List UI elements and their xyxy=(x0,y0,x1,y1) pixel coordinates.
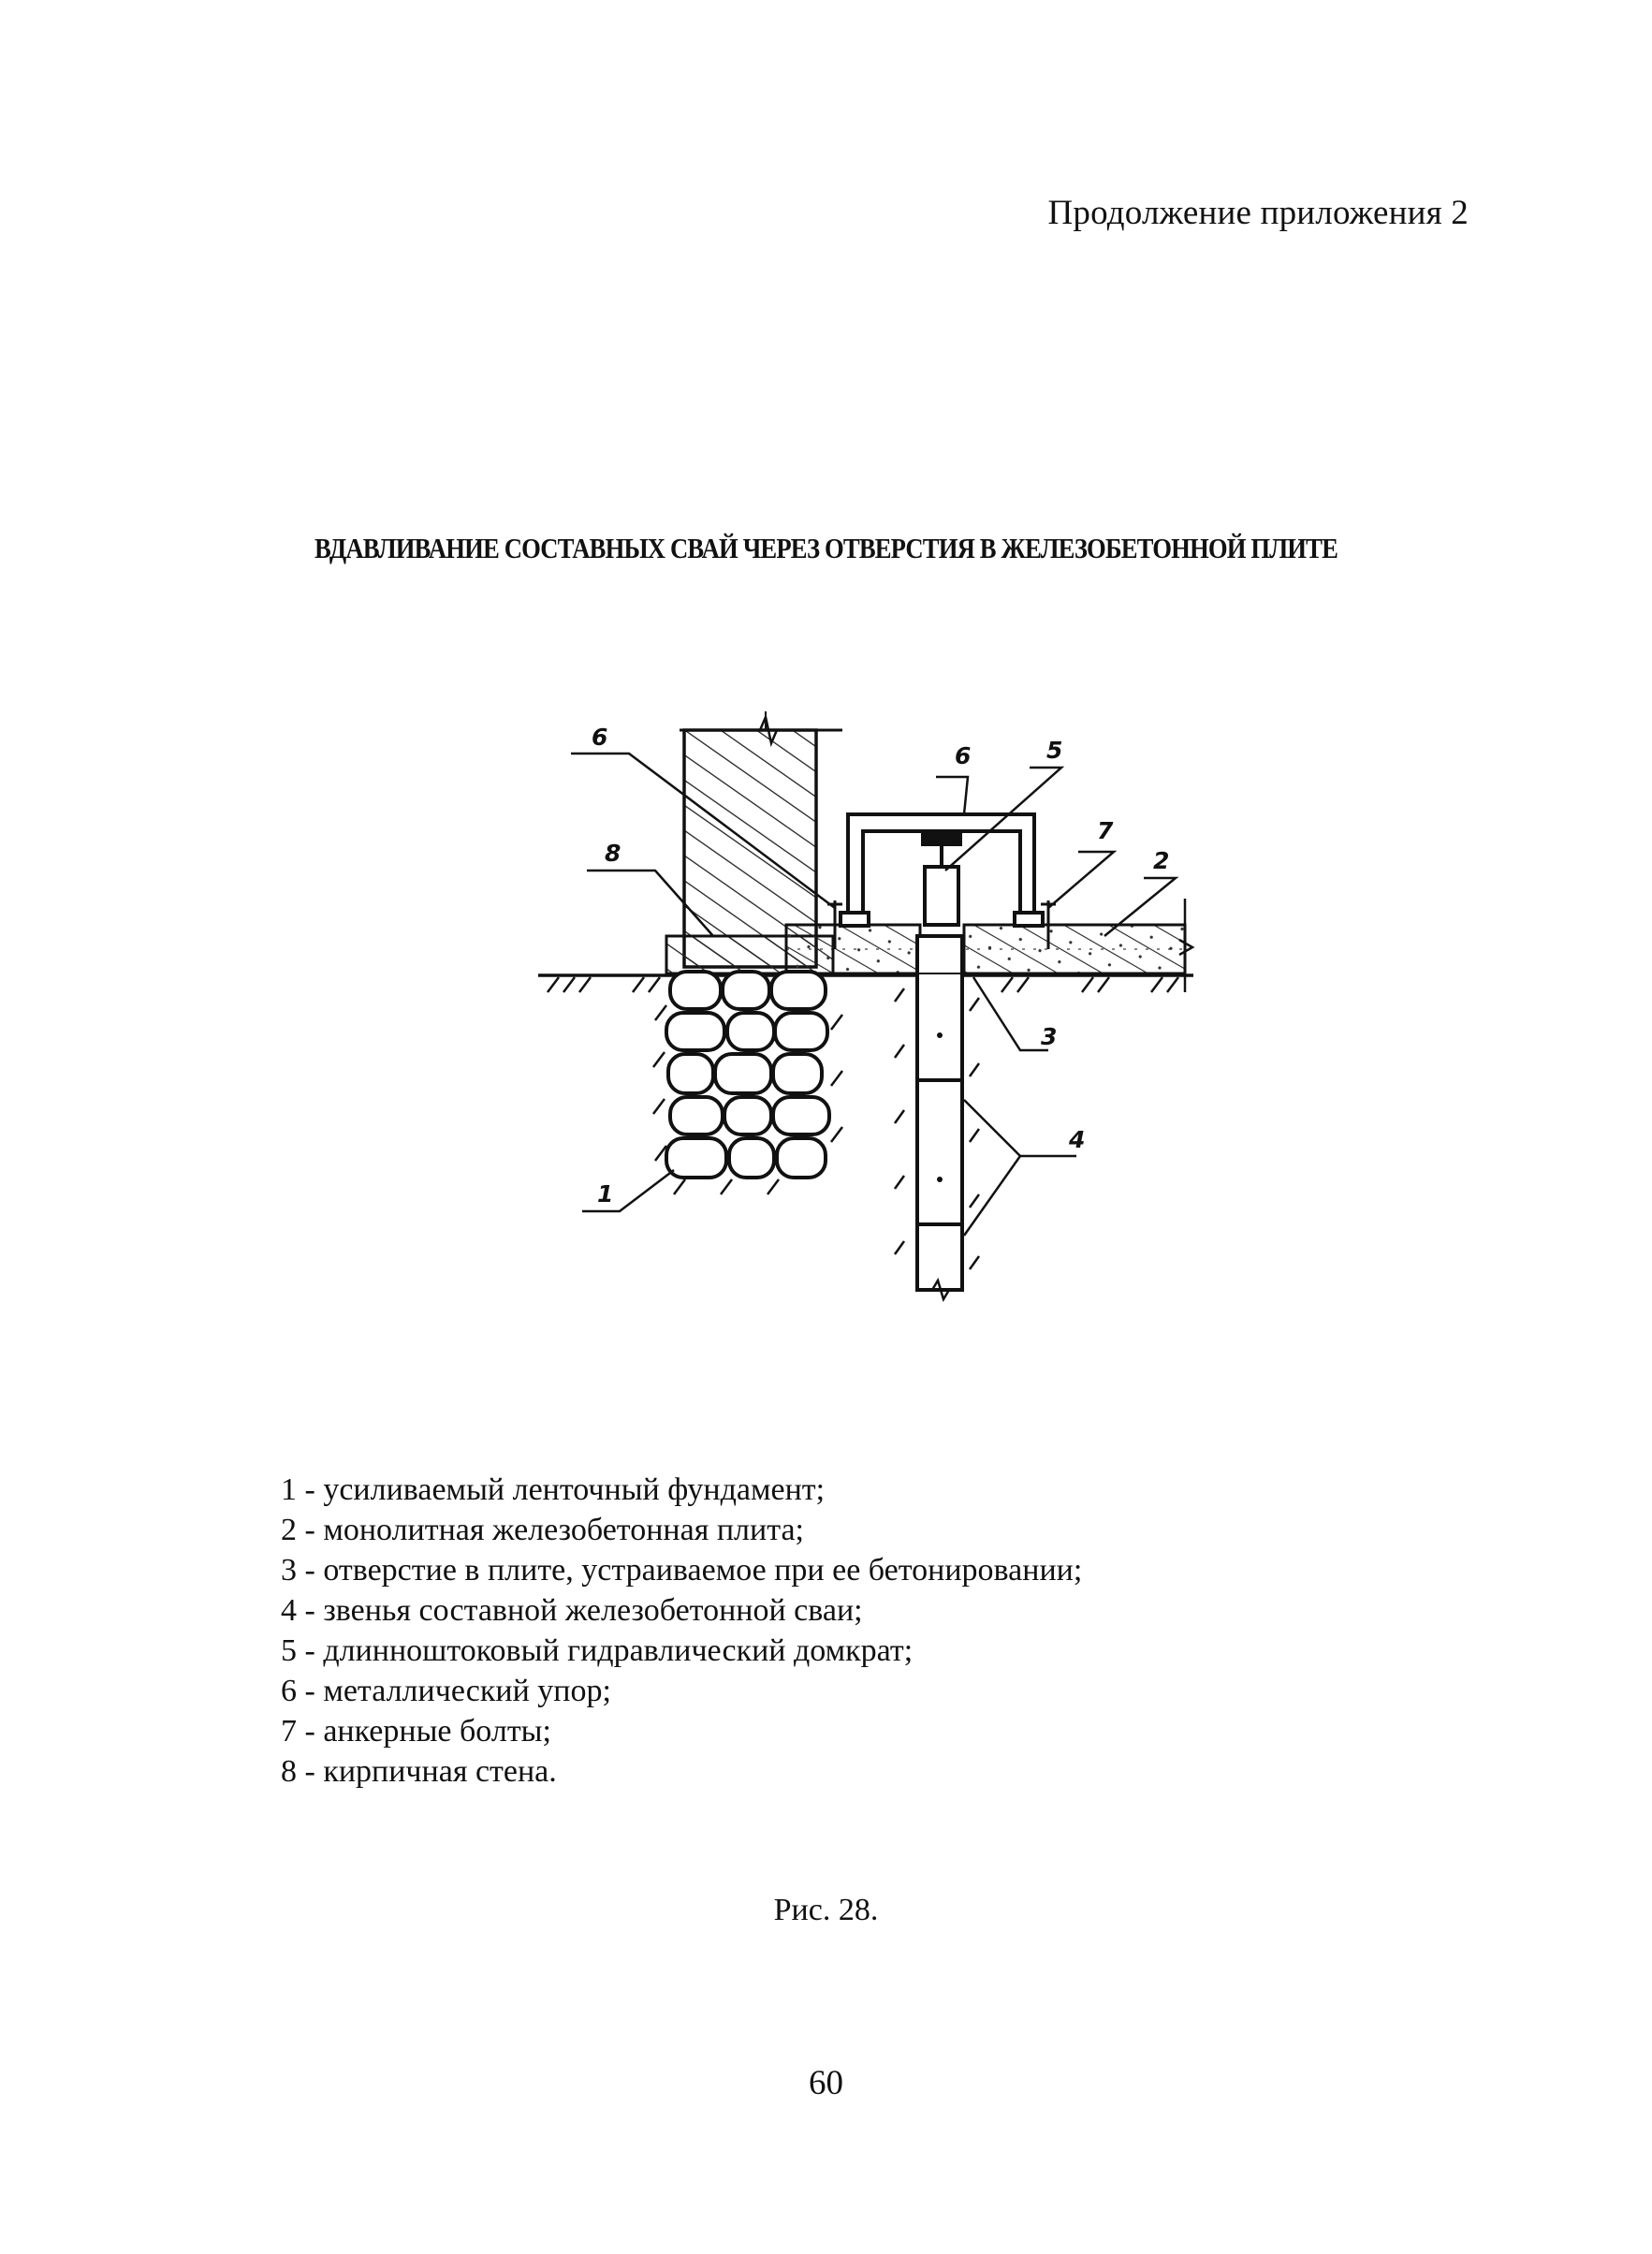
legend-list xyxy=(281,1470,1082,1792)
callout-3: 3 xyxy=(1041,1023,1058,1050)
page-number: 60 xyxy=(809,2064,843,2102)
callout-7-left: 6 xyxy=(592,724,608,751)
legend-item: 5 - длинноштоковый гидравлический домкрат; xyxy=(281,1633,914,1668)
page-title: ВДАВЛИВАНИЕ СОСТАВНЫХ СВАЙ ЧЕРЕЗ ОТВЕРСТИЯ В ЖЕЛЕЗОБЕТОННОЙ ПЛИТЕ xyxy=(314,532,1338,564)
legend-item: 7 - анкерные болты; xyxy=(281,1714,551,1749)
ground-line xyxy=(538,975,1193,992)
hydraulic-jack xyxy=(923,833,960,925)
legend-item: 3 - отверстие в плите, устраиваемое при ее бетонировании; xyxy=(281,1553,1083,1588)
legend-item: 1 - усиливаемый ленточный фундамент; xyxy=(281,1472,826,1507)
leader-lines xyxy=(571,754,1176,1236)
legend-item: 2 - монолитная железобетонная плита; xyxy=(281,1513,805,1547)
pile xyxy=(895,936,979,1299)
callout-4: 4 xyxy=(1069,1126,1086,1153)
legend-item: 6 - металлический упор; xyxy=(281,1674,611,1708)
callout-6: 6 xyxy=(955,742,972,769)
legend-item: 4 - звенья составной железобетонной сваи; xyxy=(281,1593,863,1628)
callout-1: 1 xyxy=(597,1180,614,1208)
callout-8: 8 xyxy=(605,840,621,867)
callout-7-right: 7 xyxy=(1097,817,1114,844)
figure-caption: Рис. 28. xyxy=(773,1893,879,1927)
rubble-foundation xyxy=(666,972,829,1178)
callout-2: 2 xyxy=(1153,847,1170,874)
callout-5: 5 xyxy=(1046,737,1063,764)
legend-item: 8 - кирпичная стена. xyxy=(281,1754,557,1789)
header-note: Продолжение приложения 2 xyxy=(1047,194,1469,232)
